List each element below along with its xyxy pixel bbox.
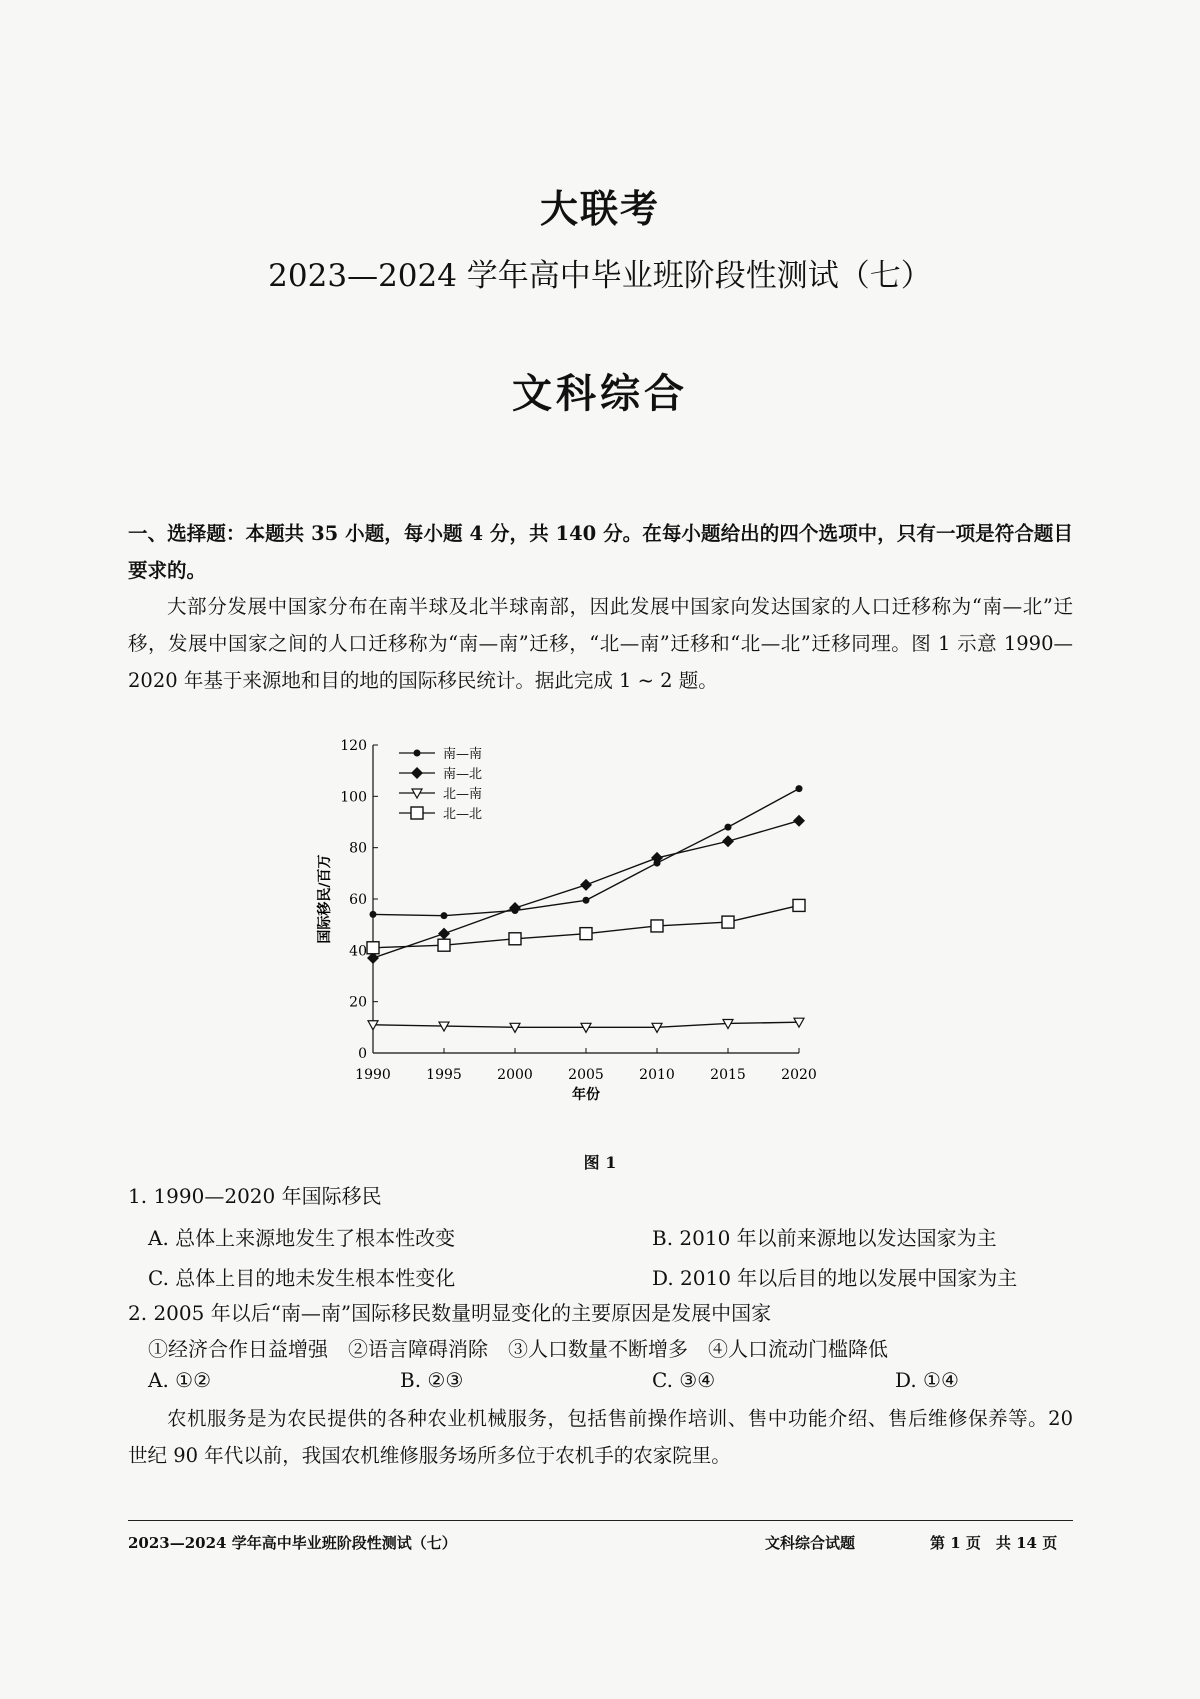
series-line-4: [373, 905, 799, 947]
q1-option-b: B. 2010 年以前来源地以发达国家为主: [652, 1226, 997, 1250]
subject-title: 文科综合: [512, 370, 688, 417]
legend-marker: [411, 807, 423, 819]
legend-label: 南—北: [443, 767, 483, 782]
q2-option-b: B. ②③: [400, 1368, 464, 1392]
x-axis-label: 年份: [572, 1087, 600, 1103]
figure-caption: 图 1: [583, 1153, 617, 1172]
y-tick-label: 80: [349, 840, 367, 857]
passage-1: 大部分发展中国家分布在南半球及北半球南部，因此发展中国家向发达国家的人口迁移称为“南—北”迁移，发展中国家之间的人口迁移称为“南—南”迁移，“北—南”迁移和“北—北”迁移同理。图 1 示意 1990—2020 年基于来源地和目的地的国际移民统计。据此完成 1 ~ 2 题。: [128, 595, 1073, 692]
series-2-point: [793, 815, 805, 827]
series-2-point: [438, 928, 450, 940]
series-1-point: [796, 785, 803, 792]
y-tick-label: 0: [358, 1046, 367, 1062]
x-tick-label: 2015: [710, 1067, 746, 1083]
legend-label: 南—南: [443, 747, 483, 762]
legend-label: 北—南: [443, 787, 483, 802]
x-tick-label: 1995: [426, 1067, 462, 1083]
series-1-point: [583, 897, 590, 904]
series-4-point: [580, 928, 592, 940]
legend-label: 北—北: [443, 807, 483, 822]
passage-2: 农机服务是为农民提供的各种农业机械服务，包括售前操作培训、售中功能介绍、售后维修保养等。20 世纪 90 年代以前，我国农机维修服务场所多位于农机手的农家院里。: [128, 1407, 1073, 1467]
series-2-point: [509, 902, 521, 914]
q2-statements: ①经济合作日益增强 ②语言障碍消除 ③人口数量不断增多 ④人口流动门槛降低: [148, 1337, 888, 1361]
x-tick-label: 2005: [568, 1067, 604, 1083]
q1-option-c: C. 总体上目的地未发生根本性变化: [148, 1266, 456, 1290]
y-tick-label: 120: [340, 738, 367, 754]
footer-exam-title: 2023—2024 学年高中毕业班阶段性测试（七）: [128, 1534, 457, 1552]
legend-marker: [411, 767, 423, 779]
footer-page-number: 第 1 页 共 14 页: [930, 1534, 1058, 1552]
exam-title: 2023—2024 学年高中毕业班阶段性测试（七）: [268, 258, 932, 294]
series-4-point: [367, 942, 379, 954]
q2-option-a: A. ①②: [148, 1368, 212, 1392]
footer-subject: 文科综合试题: [765, 1534, 856, 1552]
y-axis-label: 国际移民/百万: [317, 854, 333, 944]
q1-option-a: A. 总体上来源地发生了根本性改变: [148, 1226, 456, 1250]
series-1-point: [725, 824, 732, 831]
line-chart: [315, 735, 895, 1155]
figure-1-chart: [315, 735, 895, 1155]
series-2-point: [651, 852, 663, 864]
x-tick-label: 1990: [355, 1067, 391, 1083]
x-tick-label: 2020: [781, 1067, 817, 1083]
series-4-point: [793, 899, 805, 911]
y-tick-label: 100: [340, 789, 367, 806]
series-1-point: [441, 912, 448, 919]
y-tick-label: 60: [349, 892, 367, 908]
q2-option-c: C. ③④: [652, 1368, 716, 1392]
q1-option-d: D. 2010 年以后目的地以发展中国家为主: [652, 1266, 1018, 1290]
series-4-point: [722, 916, 734, 928]
footer-divider: [128, 1520, 1073, 1521]
series-2-point: [580, 879, 592, 891]
series-1-point: [370, 911, 377, 918]
y-tick-label: 40: [349, 943, 367, 960]
series-4-point: [438, 939, 450, 951]
q2-option-d: D. ①④: [895, 1368, 959, 1392]
legend-marker: [414, 750, 421, 757]
series-line-1: [373, 789, 799, 916]
question-1-stem: 1. 1990—2020 年国际移民: [128, 1184, 382, 1208]
series-4-point: [651, 920, 663, 932]
y-tick-label: 20: [349, 994, 367, 1011]
brand-title: 大联考: [539, 186, 660, 231]
section-instructions: 一、选择题：本题共 35 小题，每小题 4 分，共 140 分。在每小题给出的四个选项中，只有一项是符合题目要求的。: [128, 522, 1073, 582]
series-4-point: [509, 933, 521, 945]
question-2-stem: 2. 2005 年以后“南—南”国际移民数量明显变化的主要原因是发展中国家: [128, 1301, 772, 1325]
series-2-point: [722, 835, 734, 847]
x-tick-label: 2000: [497, 1067, 533, 1083]
x-tick-label: 2010: [639, 1067, 675, 1083]
